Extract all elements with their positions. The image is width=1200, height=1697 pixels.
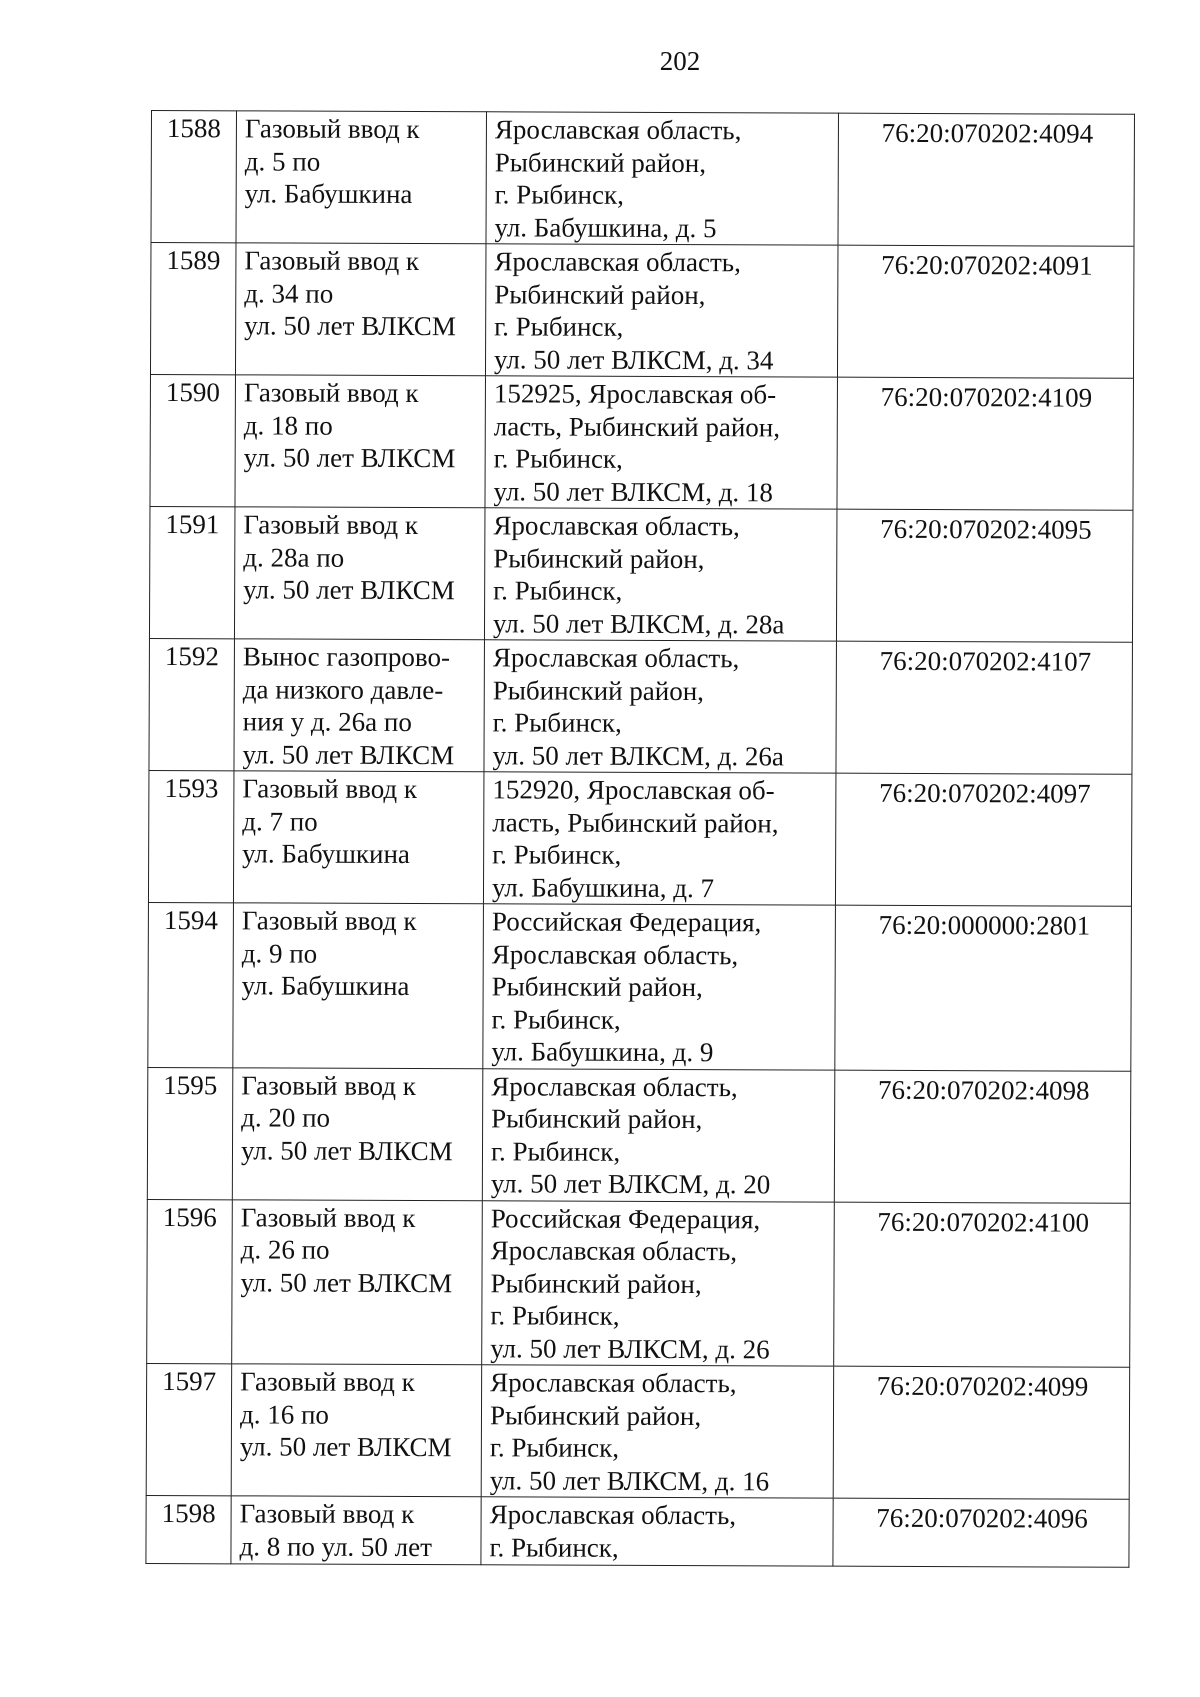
cadastral-number: 76:20:000000:2801 <box>835 905 1132 1071</box>
table-row <box>151 111 1134 247</box>
row-number: 1593 <box>148 770 234 902</box>
row-number: 1590 <box>150 374 236 506</box>
table-row <box>149 638 1132 774</box>
page-number: 202 <box>659 46 701 76</box>
object-name: Газовый ввод к д. 16 по ул. 50 лет ВЛКСМ <box>231 1364 482 1497</box>
cadastral-number: 76:20:070202:4096 <box>833 1498 1129 1567</box>
cadastral-number: 76:20:070202:4107 <box>836 641 1133 774</box>
cadastral-number: 76:20:070202:4094 <box>838 113 1135 246</box>
object-name: Газовый ввод к д. 18 по ул. 50 лет ВЛКСМ <box>235 375 486 508</box>
table-row <box>150 374 1133 510</box>
object-name: Вынос газопрово- да низкого давле- ния у д. 26а по ул. 50 лет ВЛКСМ <box>234 639 485 772</box>
row-number: 1591 <box>149 506 235 638</box>
object-name: Газовый ввод к д. 26 по ул. 50 лет ВЛКСМ <box>232 1199 483 1364</box>
row-number: 1598 <box>146 1495 231 1563</box>
cadastral-number: 76:20:070202:4100 <box>834 1202 1131 1368</box>
table-row <box>147 1067 1130 1203</box>
object-name: Газовый ввод к д. 5 по ул. Бабушкина <box>236 111 487 244</box>
object-name: Газовый ввод к д. 20 по ул. 50 лет ВЛКСМ <box>232 1067 483 1200</box>
cadastral-number: 76:20:070202:4098 <box>834 1070 1131 1203</box>
object-address: Российская Федерация, Ярославская область, Рыбинский район, г. Рыбинск, ул. 50 лет ВЛКСМ, д. 26 <box>482 1200 835 1366</box>
cadastral-number: 76:20:070202:4109 <box>837 377 1134 510</box>
object-address: 152925, Ярославская об- ласть, Рыбинский район, г. Рыбинск, ул. 50 лет ВЛКСМ, д. 18 <box>485 376 838 509</box>
cadastral-number: 76:20:070202:4095 <box>836 509 1133 642</box>
table-row <box>150 243 1133 379</box>
row-number: 1597 <box>146 1363 232 1495</box>
table-row <box>146 1495 1129 1567</box>
object-address: Российская Федерация, Ярославская область, Рыбинский район, г. Рыбинск, ул. Бабушкина, д. 9 <box>483 904 836 1070</box>
registry-table <box>145 110 1135 1568</box>
object-name: Газовый ввод к д. 34 по ул. 50 лет ВЛКСМ <box>235 243 486 376</box>
object-name: Газовый ввод к д. 7 по ул. Бабушкина <box>233 771 484 904</box>
row-number: 1595 <box>147 1067 233 1199</box>
table-row <box>146 1363 1129 1499</box>
object-address: 152920, Ярославская об- ласть, Рыбинский район, г. Рыбинск, ул. Бабушкина, д. 7 <box>483 772 836 905</box>
object-address: Ярославская область, Рыбинский район, г. Рыбинск, ул. Бабушкина, д. 5 <box>486 112 839 245</box>
row-number: 1589 <box>150 243 236 375</box>
row-number: 1596 <box>147 1199 233 1364</box>
cadastral-number: 76:20:070202:4099 <box>833 1366 1130 1499</box>
table-row <box>148 902 1132 1070</box>
table-row <box>147 1199 1131 1367</box>
table-row <box>148 770 1131 906</box>
table-row <box>149 506 1132 642</box>
object-name: Газовый ввод к д. 28а по ул. 50 лет ВЛКСМ <box>234 507 485 640</box>
cadastral-number: 76:20:070202:4097 <box>835 773 1132 906</box>
object-address: Ярославская область, Рыбинский район, г. Рыбинск, ул. 50 лет ВЛКСМ, д. 16 <box>481 1365 834 1498</box>
row-number: 1588 <box>151 111 237 243</box>
object-address: Ярославская область, Рыбинский район, г. Рыбинск, ул. 50 лет ВЛКСМ, д. 20 <box>482 1068 835 1201</box>
object-address: Ярославская область, Рыбинский район, г. Рыбинск, ул. 50 лет ВЛКСМ, д. 28а <box>484 508 837 641</box>
object-address: Ярославская область, Рыбинский район, г. Рыбинск, ул. 50 лет ВЛКСМ, д. 26а <box>484 640 837 773</box>
object-address: Ярославская область, г. Рыбинск, <box>481 1497 833 1566</box>
cadastral-number: 76:20:070202:4091 <box>837 245 1134 378</box>
row-number: 1594 <box>148 902 234 1067</box>
object-name: Газовый ввод к д. 8 по ул. 50 лет <box>231 1496 481 1565</box>
object-name: Газовый ввод к д. 9 по ул. Бабушкина <box>233 903 484 1068</box>
object-address: Ярославская область, Рыбинский район, г. Рыбинск, ул. 50 лет ВЛКСМ, д. 34 <box>485 244 838 377</box>
row-number: 1592 <box>149 638 235 770</box>
